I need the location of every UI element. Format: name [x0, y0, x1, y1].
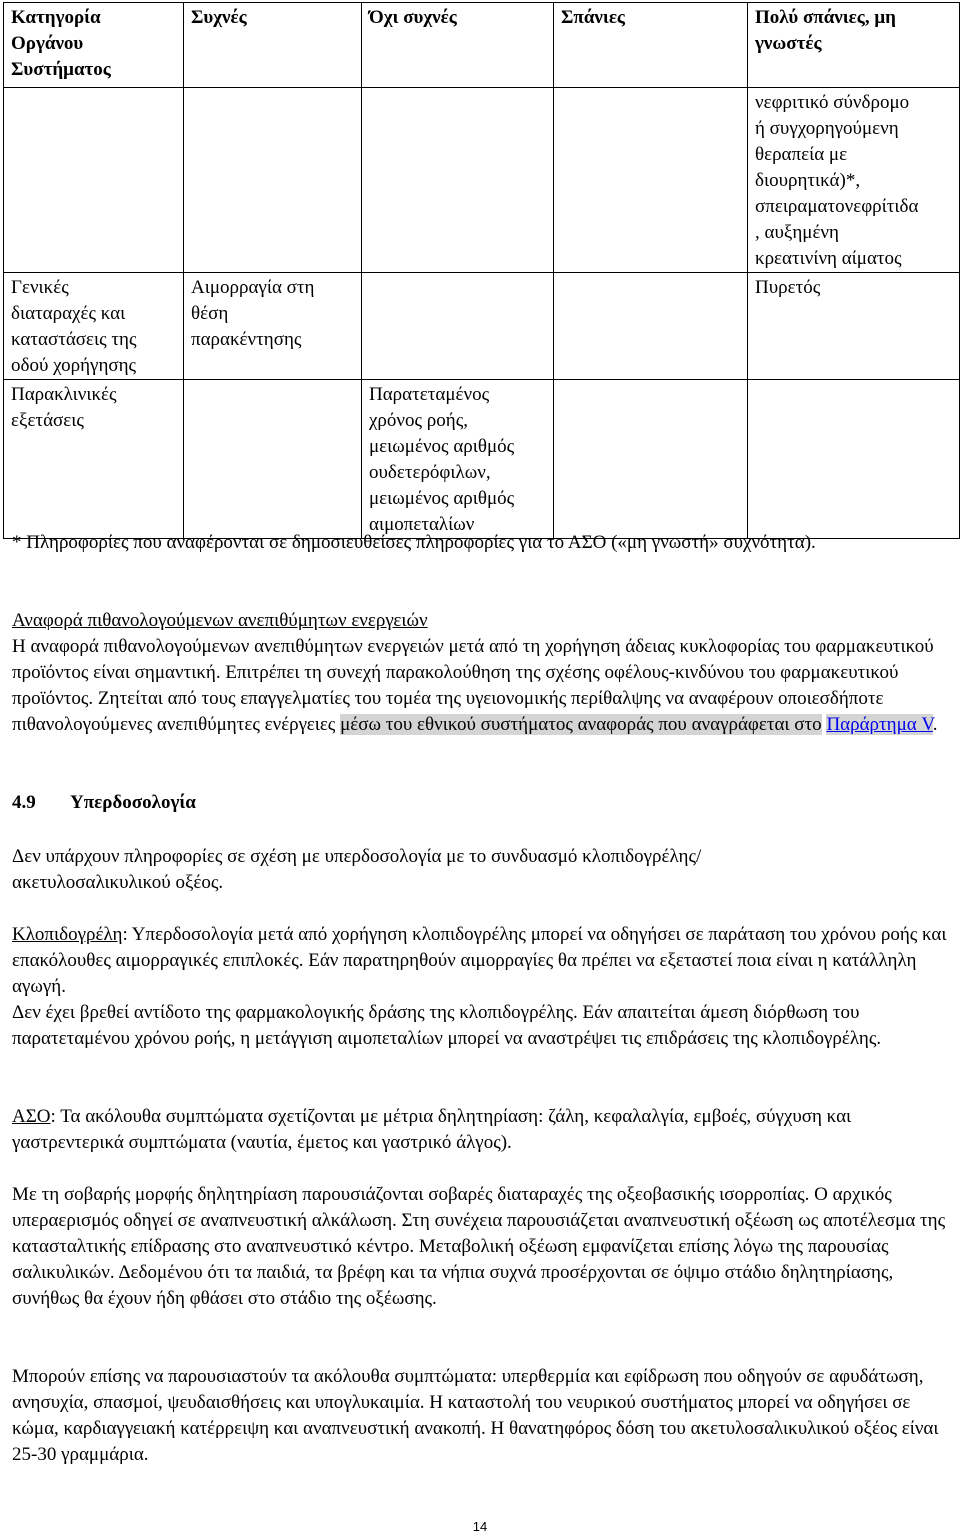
cell-very-rare: Πυρετός: [748, 273, 960, 380]
cell-common: [184, 380, 362, 539]
header-common: Συχνές: [184, 3, 362, 88]
cell-category: Παρακλινικές εξετάσεις: [4, 380, 184, 539]
page-number: 14: [472, 1519, 488, 1534]
aso-text: : Τα ακόλουθα συμπτώματα σχετίζονται με μέτρια δηλητηρίαση: ζάλη, κεφαλαλγία, εμβοές, σύγχυση και γαστρεντερικά συμπτώματα (ναυτία, έμετος και γαστρικό άλγος).: [12, 1106, 852, 1153]
cell-common: Αιμορραγία στη θέση παρακέντησης: [184, 273, 362, 380]
header-rare: Σπάνιες: [554, 3, 748, 88]
adverse-events-table: [3, 2, 960, 539]
adr-paragraph: [12, 634, 950, 738]
aso-paragraph: [12, 1104, 950, 1156]
cell-rare: [554, 380, 748, 539]
cell-rare: [554, 273, 748, 380]
adr-end: .: [932, 714, 938, 735]
annex-v-link[interactable]: Παράρτημα V: [826, 714, 933, 735]
overdose-intro: Δεν υπάρχουν πληροφορίες σε σχέση με υπερδοσολογία με το συνδυασμό κλοπιδογρέλης/ακετυλοσαλικυλικού οξέος.: [12, 846, 702, 893]
cell-empty: [184, 88, 362, 273]
section-heading: [12, 790, 950, 816]
adr-highlight: μέσω του εθνικού συστήματος αναφοράς που αναγράφεται στο: [340, 714, 822, 735]
aso-symptoms-paragraph: Μπορούν επίσης να παρουσιαστούν τα ακόλουθα συμπτώματα: υπερθερμία και εφίδρωση που οδηγούν σε αφυδάτωση, ανησυχία, σπασμοί, ψευδαισθήσεις και υπογλυκαιμία. Η καταστολή του νευρικού συστήματος μπορεί να οδηγήσει σε κώμα, καρδιαγγειακή κατέρρειψη και αναπνευστική ανακοπή. Η θανατηφόρος δόση του ακετυλοσαλικυλικού οξέος είναι 25-30 γραμμάρια.: [12, 1366, 939, 1465]
header-very-rare: Πολύ σπάνιες, μη γνωστές: [748, 3, 960, 88]
table-header-row: [4, 3, 960, 88]
cell-very-rare: [748, 380, 960, 539]
section-title: Υπερδοσολογία: [70, 792, 196, 813]
clopidogrel-paragraph: [12, 922, 950, 1000]
cell-uncommon: [362, 273, 554, 380]
section-number: 4.9: [12, 792, 36, 813]
cell-category: Γενικές διαταραχές και καταστάσεις της οδού χορήγησης: [4, 273, 184, 380]
table-row-investigations: [4, 380, 960, 539]
adr-heading: Αναφορά πιθανολογούμενων ανεπιθύμητων ενεργειών: [12, 610, 428, 631]
cell-empty: [554, 88, 748, 273]
table-footnote: * Πληροφορίες που αναφέρονται σε δημοσιευθείσες πληροφορίες για το ΑΣΟ («μη γνωστή» συχνότητα).: [12, 532, 816, 553]
table-row-continuation: [4, 88, 960, 273]
adr-body: Η αναφορά πιθανολογούμενων ανεπιθύμητων ενεργειών μετά από τη χορήγηση άδειας κυκλοφορίας του φαρμακευτικού προϊόντος είναι σημαντική. Επιτρέπει τη συνεχή παρακολούθηση της σχέσης οφέλους-κινδύνου του φαρμακευτικού προϊόντος. Ζητείται από τους επαγγελματίες του τομέα της υγειονομικής περίθαλψης να αναφέρουν οποιεσδήποτε πιθανολογούμενες ανεπιθύμητες ενέργειες: [12, 636, 934, 735]
header-category: Κατηγορία Οργάνου Συστήματος: [4, 3, 184, 88]
aso-severe-paragraph: Με τη σοβαρής μορφής δηλητηρίαση παρουσιάζονται σοβαρές διαταραχές της οξεοβασικής ισορροπίας. Ο αρχικός υπεραερισμός οδηγεί σε αναπνευστική αλκάλωση. Στη συνέχεια παρουσιάζεται αναπνευστική οξέωση ως αποτέλεσμα της κατασταλτικής επίδρασης στο αναπνευστικό κέντρο. Μεταβολική οξέωση εμφανίζεται επίσης λόγω της παρουσίας σαλικυλικών. Δεδομένου ότι τα παιδιά, τα βρέφη και τα νήπια συχνά προσέρχονται σε όψιμο στάδιο δηλητηρίασης, συνήθως θα έχουν ήδη φθάσει στο στάδιο της οξέωσης.: [12, 1184, 946, 1309]
clopidogrel-antidote-paragraph: Δεν έχει βρεθεί αντίδοτο της φαρμακολογικής δράσης της κλοπιδογρέλης. Εάν απαιτείται άμεση διόρθωση του παρατεταμένου χρόνου ροής, η μετάγγιση αιμοπεταλίων μπορεί να αναστρέψει τις επιδράσεις της κλοπιδογρέλης.: [12, 1002, 882, 1049]
table-row-general-disorders: [4, 273, 960, 380]
header-uncommon: Όχι συχνές: [362, 3, 554, 88]
cell-very-rare-continuation: νεφριτικό σύνδρομο ή συγχορηγούμενη θεραπεία με διουρητικά)*, σπειραματονεφρίτιδα , αυξημένη κρεατινίνη αίματος: [748, 88, 960, 273]
clopidogrel-label: Κλοπιδογρέλη: [12, 924, 123, 945]
cell-uncommon: Παρατεταμένος χρόνος ροής, μειωμένος αριθμός ουδετερόφιλων, μειωμένος αριθμός αιμοπεταλίων: [362, 380, 554, 539]
cell-empty: [362, 88, 554, 273]
aso-label: ΑΣΟ: [12, 1106, 51, 1127]
cell-empty: [4, 88, 184, 273]
clopidogrel-text: : Υπερδοσολογία μετά από χορήγηση κλοπιδογρέλης μπορεί να οδηγήσει σε παράταση του χρόνου ροής και επακόλουθες αιμορραγικές επιπλοκές. Εάν παρατηρηθούν αιμορραγίες θα πρέπει να εξεταστεί ποια είναι η κατάλληλη αγωγή.: [12, 924, 947, 997]
